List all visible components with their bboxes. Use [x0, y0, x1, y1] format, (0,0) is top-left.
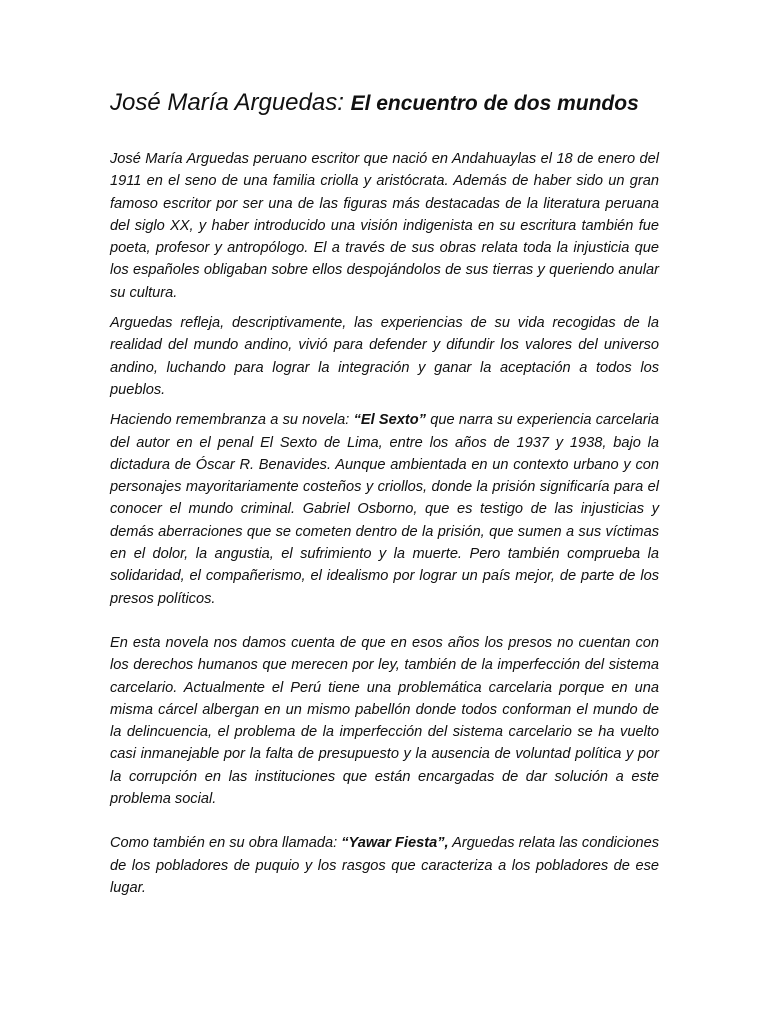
novel-title-yawar-fiesta: “Yawar Fiesta”, [341, 835, 449, 852]
paragraph-5-rest: Arguedas relata las condiciones de los pobladores de puquio y los rasgos que caracteriza a los pobladores de ese lugar. [110, 835, 659, 896]
title-author: José María Arguedas: [110, 89, 351, 116]
paragraph-2: Arguedas refleja, descriptivamente, las experiencias de su vida recogidas de la realidad del mundo andino, vivió para defender y difundir los valores del universo andino, luchando para lograr la integración y ganar la aceptación a todos los pueblos. [110, 315, 659, 398]
paragraph-4: En esta novela nos damos cuenta de que en esos años los presos no cuentan con los derechos humanos que merecen por ley, también de la imperfección del sistema carcelario. Actualmente el Perú tiene una problemática carcelaria porque en una misma cárcel albergan en un mismo pabellón donde todos conforman el mundo de la delincuencia, el problema de la imperfección del sistema carcelario se ha vuelto casi inmanejable por la falta de presupuesto y la ausencia de voluntad política y por la corrupción en las instituciones que están encargadas de dar solución a este problema social. [110, 634, 659, 808]
paragraph-3-rest: que narra su experiencia carcelaria del autor en el penal El Sexto de Lima, entre los años de 1937 y 1938, bajo la dictadura de Óscar R. Benavides. Aunque ambientada en un contexto urbano y con personajes mayoritariamente costeños y criollos, donde la prisión significaría para el conocer el mundo criminal. Gabriel Osborno, que es testigo de las injusticias y demás aberraciones que se cometen dentro de la prisión, que sumen a sus víctimas en el dolor, la angustia, el sufrimiento y la muerte. Pero también comprueba la solidaridad, el compañerismo, el idealismo por lograr un país mejor, de parte de los presos políticos. [110, 412, 659, 607]
paragraph-3-lead: Haciendo remembranza a su novela: [110, 412, 354, 429]
paragraph-1: José María Arguedas peruano escritor que nació en Andahuaylas el 18 de enero del 1911 en el seno de una familia criolla y aristócrata. Además de haber sido un gran famoso escritor por ser una de las figuras más destacadas de la literatura peruana del siglo XX, y haber introducido una visión indigenista en su escritura también fue poeta, profesor y antropólogo. El a través de sus obras relata toda la injusticia que los españoles obligaban sobre ellos despojándolos de sus tierras y queriendo anular su cultura. [110, 151, 659, 301]
page-title [110, 86, 670, 121]
paragraph-5 [110, 832, 659, 899]
paragraph-5-lead: Como también en su obra llamada: [110, 835, 342, 852]
novel-title-el-sexto: “El Sexto” [353, 412, 426, 429]
document-body [110, 148, 659, 907]
paragraph-3 [110, 409, 659, 610]
title-subtitle: El encuentro de dos mundos [350, 92, 639, 115]
